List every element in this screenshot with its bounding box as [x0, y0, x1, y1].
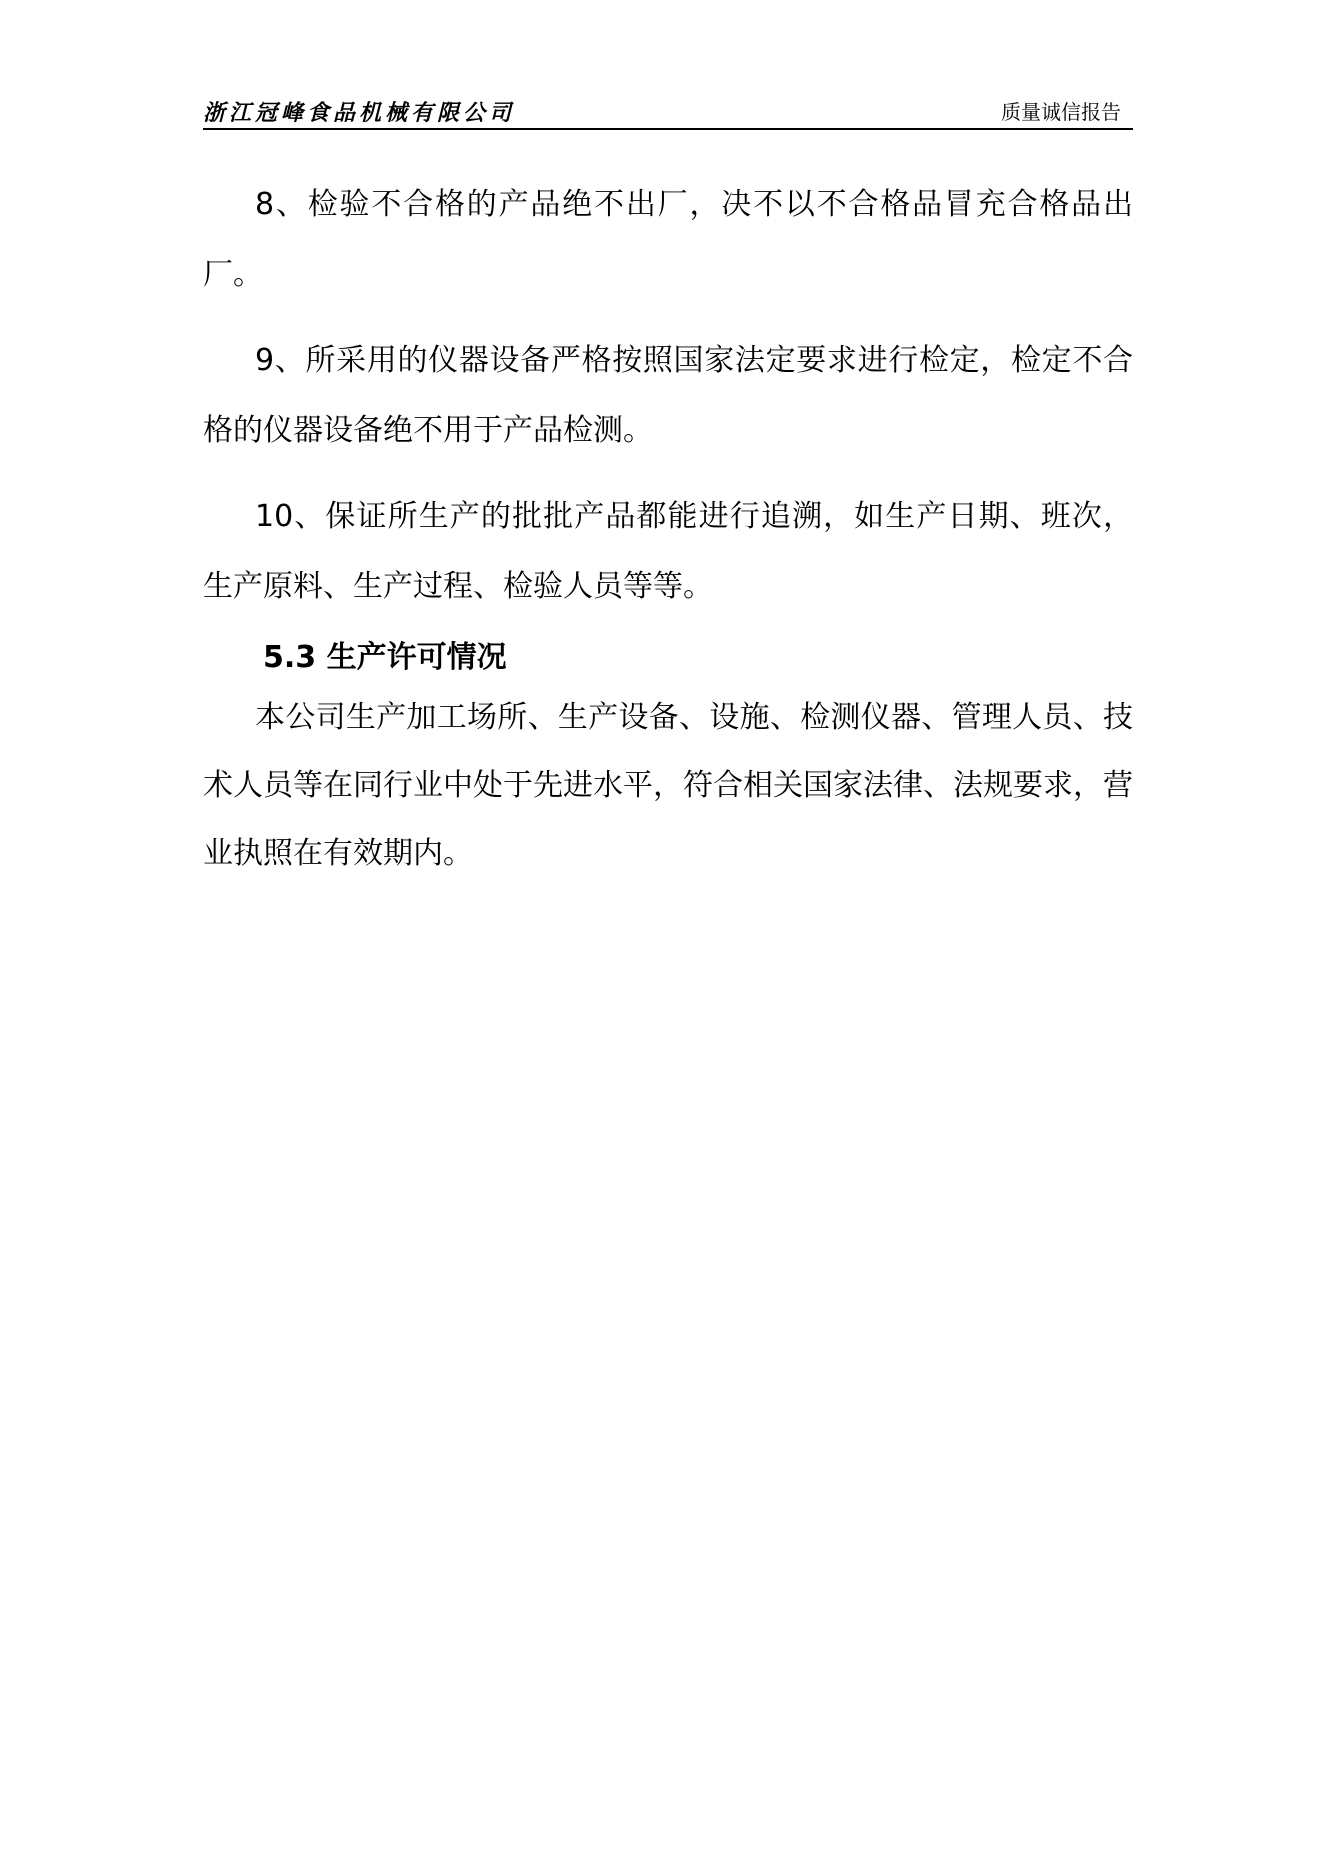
page-header — [203, 88, 1133, 128]
report-title: 质量诚信报告 — [1001, 100, 1121, 124]
paragraph-item-9: 9、所采用的仪器设备严格按照国家法定要求进行检定，检定不合格的仪器设备绝不用于产品检测。 — [203, 343, 1133, 448]
section-heading: 5.3 生产许可情况 — [263, 640, 507, 675]
paragraph-item-10: 10、保证所生产的批批产品都能进行追溯，如生产日期、班次，生产原料、生产过程、检验人员等等。 — [203, 499, 1133, 604]
paragraph-item-8: 8、检验不合格的产品绝不出厂，决不以不合格品冒充合格品出厂。 — [203, 187, 1133, 292]
header-divider — [203, 128, 1133, 130]
company-name: 浙江冠峰食品机械有限公司 — [203, 100, 516, 126]
section-body: 本公司生产加工场所、生产设备、设施、检测仪器、管理人员、技术人员等在同行业中处于先进水平，符合相关国家法律、法规要求，营业执照在有效期内。 — [203, 700, 1133, 871]
document-body — [203, 170, 1133, 888]
